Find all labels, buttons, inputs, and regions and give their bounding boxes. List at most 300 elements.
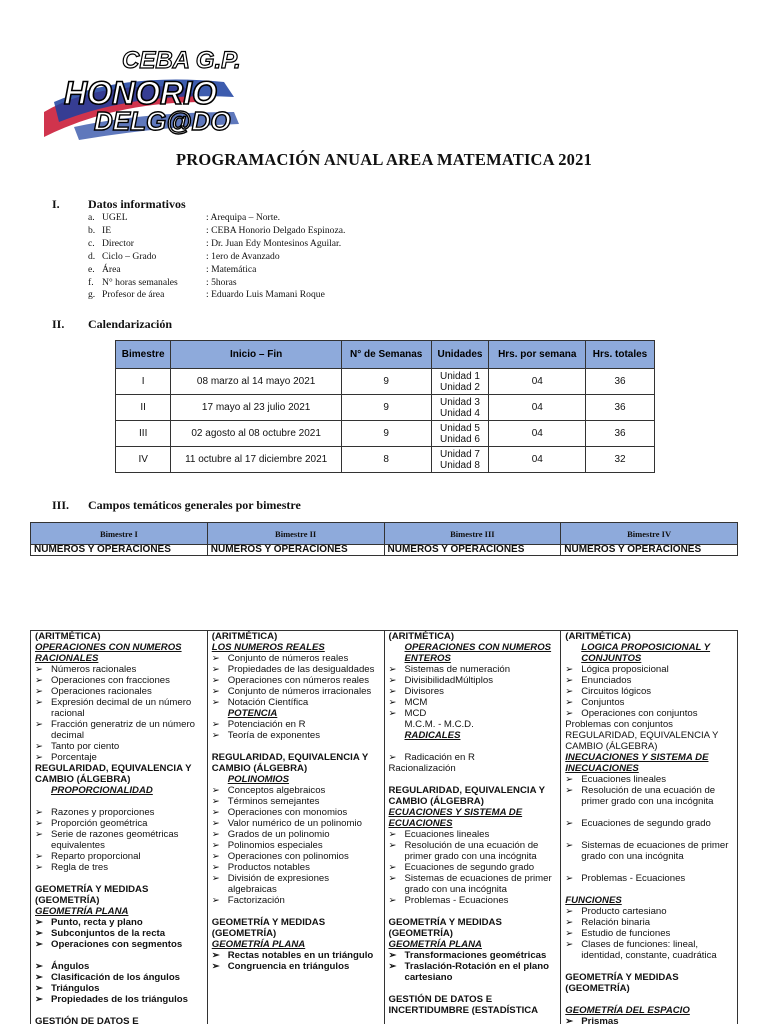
bimestre-column-1 [31,631,208,1024]
list-item-text: MCD [404,708,427,719]
list-item [389,829,557,840]
list-item-text: Clasificación de los ángulos [51,972,181,983]
bullet-arrow-icon: ➢ [35,675,44,686]
bullet-arrow-icon: ➢ [211,664,220,675]
units-cell [431,395,489,421]
list-item-text: Sistemas de numeración [404,664,511,675]
bullet-arrow-icon: ➢ [565,697,574,708]
content-columns [30,630,738,1024]
list-item-text: Valor numérico de un polinomio [227,818,362,829]
bullet-arrow-icon: ➢ [388,950,397,961]
text-line: Racionalización [388,763,456,774]
list-item [389,664,557,675]
list-item-text: División de expresiones algebraicas [227,873,330,895]
list-item-text: Problemas - Ecuaciones [581,873,686,884]
logo-word2: DELG@DO [94,106,231,136]
bullet-arrow-icon: ➢ [211,697,220,708]
list-item [389,686,557,697]
list-item-text: Proporción geométrica [51,818,148,829]
list-item [35,664,203,675]
list-item-text: MCM [404,697,428,708]
ceba-logo [34,42,264,142]
bullet-arrow-icon: ➢ [565,906,574,917]
topic-heading: GEOMETRÍA Y MEDIDAS (GEOMETRÍA) [35,884,149,906]
list-item [212,840,380,851]
list-item [35,917,203,928]
bullet-arrow-icon: ➢ [211,796,220,807]
info-letter: e. [88,263,95,275]
list-item [212,851,380,862]
subtopic-heading: OPERACIONES CON NUMEROS RACIONALES [35,642,182,664]
list-item-text: Congruencia en triángulos [227,961,350,972]
list-item [389,675,557,686]
list-item [35,994,203,1005]
bullet-arrow-icon: ➢ [388,697,397,708]
list-item-text: DivisibilidadMúltiplos [404,675,494,686]
topic-heading: GESTIÓN DE DATOS E INCERTIDUMBRE (ESTADÍSTICA [388,994,539,1016]
info-letter: f. [88,276,94,288]
info-row [88,212,345,225]
list-item-text: Conjunto de números reales [227,653,349,664]
list-item-text: Sistemas de ecuaciones de primer grado con una incógnita [581,840,729,862]
list-item-text: Ángulos [51,961,90,972]
page-title: PROGRAMACIÓN ANUAL AREA MATEMATICA 2021 [175,150,593,169]
bullet-arrow-icon: ➢ [388,829,397,840]
bullet-arrow-icon: ➢ [565,708,574,719]
list-item-text: Ecuaciones de segundo grado [404,862,535,873]
list-item [389,873,557,895]
list-item [212,950,380,961]
list-item-text: Subconjuntos de la recta [51,928,166,939]
campos-header-cell: Bimestre I [31,523,208,545]
subtopic-heading: GEOMETRÍA PLANA [35,906,129,917]
list-item-text: Expresión decimal de un número racional [51,697,192,719]
info-row [88,225,345,238]
list-item [35,851,203,862]
bullet-arrow-icon: ➢ [565,1016,574,1024]
info-letter: a. [88,212,95,223]
bullet-arrow-icon: ➢ [388,752,397,763]
list-item-text: Potenciación en R [227,719,306,730]
list-item-text: Factorización [227,895,285,906]
list-item-text: Porcentaje [51,752,97,763]
campos-table [30,522,738,556]
topic-heading: (ARITMÉTICA) [388,631,455,642]
list-item-text: Punto, recta y plano [51,917,143,928]
info-value: : Matemática [206,263,257,275]
bullet-arrow-icon: ➢ [211,895,220,906]
info-row [88,238,345,251]
list-item-text: Problemas - Ecuaciones [404,895,509,906]
list-item [212,818,380,829]
list-item-text: Polinomios especiales [227,840,323,851]
list-item-text: Términos semejantes [227,796,320,807]
list-item-text: Operaciones con números reales [227,675,370,686]
list-item-text: Transformaciones geométricas [404,950,547,961]
list-item-text: Operaciones con polinomios [227,851,349,862]
list-item-text: Ecuaciones lineales [404,829,490,840]
topic-heading: GESTIÓN DE DATOS E [35,1016,139,1024]
campos-cell: NUMEROS Y OPERACIONES [561,545,738,556]
list-item [565,917,733,928]
topic-heading: (ARITMÉTICA) [211,631,278,642]
info-row [88,289,345,302]
list-item [35,741,203,752]
list-item [212,796,380,807]
list-item [389,708,557,719]
unit-label: Unidad 4 [439,407,480,419]
bullet-arrow-icon: ➢ [211,873,220,884]
bullet-arrow-icon: ➢ [35,961,44,972]
subtopic-heading: LOS NUMEROS REALES [211,642,325,653]
section-3-number: III. [52,498,70,512]
bimestre-column-2 [208,631,385,1024]
subtopic-heading: OPERACIONES CON NUMEROS ENTEROS [404,642,552,664]
info-label: UGEL [102,212,128,223]
list-item [35,862,203,873]
hours-per-week-cell: 04 [489,447,586,473]
bullet-arrow-icon: ➢ [35,741,44,752]
list-item-text: Triángulos [51,983,100,994]
bullet-arrow-icon: ➢ [211,653,220,664]
list-item [35,983,203,994]
list-item-text: Operaciones con segmentos [51,939,183,950]
list-item [35,675,203,686]
bullet-arrow-icon: ➢ [388,686,397,697]
calendar-header-cell: Unidades [431,341,489,369]
table-row [116,421,655,447]
topic-heading: GEOMETRÍA Y MEDIDAS (GEOMETRÍA) [565,972,679,994]
list-item [565,906,733,917]
list-item-text: Serie de razones geométricas equivalentes [51,829,179,851]
campos-header-row [31,523,738,545]
bullet-arrow-icon: ➢ [211,719,220,730]
text-line: Problemas con conjuntos [565,719,673,730]
info-label: IE [102,224,112,236]
bullet-arrow-icon: ➢ [35,939,44,950]
section-3-label: Campos temáticos generales por bimestre [88,498,301,512]
topic-heading: REGULARIDAD, EQUIVALENCIA Y CAMBIO (ÁLGEBRA) [211,752,369,774]
bullet-arrow-icon: ➢ [388,895,397,906]
topic-heading: GEOMETRÍA Y MEDIDAS (GEOMETRÍA) [388,917,502,939]
bullet-arrow-icon: ➢ [565,675,574,686]
bimestre-cell: II [116,395,171,421]
list-item [389,697,557,708]
bullet-arrow-icon: ➢ [211,862,220,873]
bimestre-column-4 [561,631,737,1024]
list-item-text: Rectas notables en un triángulo [227,950,374,961]
list-item-text: Producto cartesiano [581,906,667,917]
table-row [116,369,655,395]
list-item-text: Lógica proposicional [581,664,669,675]
list-item-text: Resolución de una ecuación de primer grado con una incógnita [581,785,716,807]
info-letter: c. [88,237,95,249]
list-item-text: Resolución de una ecuación de primer grado con una incógnita [404,840,539,862]
section-2-label: Calendarización [88,317,172,331]
section-1-heading [52,197,186,212]
bullet-arrow-icon: ➢ [565,664,574,675]
list-item-text: Conceptos algebraicos [227,785,326,796]
table-row [116,447,655,473]
list-item [35,829,203,851]
bullet-arrow-icon: ➢ [35,752,44,763]
info-value: : Eduardo Luis Mamani Roque [206,289,325,301]
list-item [212,697,380,708]
list-item [212,719,380,730]
text-line: REGULARIDAD, EQUIVALENCIA Y CAMBIO (ÁLGEBRA) [565,730,719,752]
info-letter: d. [88,250,96,262]
topic-heading: (ARITMÉTICA) [565,631,631,642]
bullet-arrow-icon: ➢ [35,686,44,697]
campos-cell: NUMEROS Y OPERACIONES [207,545,384,556]
bullet-arrow-icon: ➢ [35,862,44,873]
list-item-text: Reparto proporcional [51,851,141,862]
campos-header-cell: Bimestre IV [561,523,738,545]
bullet-arrow-icon: ➢ [565,873,574,884]
campos-cell: NUMEROS Y OPERACIONES [384,545,561,556]
subtopic-heading: RADICALES [404,730,461,741]
info-list [88,212,345,302]
list-item [35,928,203,939]
units-cell [431,369,489,395]
list-item [565,675,733,686]
list-item-text: Prismas [581,1016,619,1024]
list-item [565,686,733,697]
list-item [565,840,733,862]
bullet-arrow-icon: ➢ [565,939,574,950]
hours-per-week-cell: 04 [489,421,586,447]
info-label: Profesor de área [102,289,165,301]
table-row [116,395,655,421]
bullet-arrow-icon: ➢ [388,675,397,686]
bullet-arrow-icon: ➢ [35,818,44,829]
list-item [212,807,380,818]
subtopic-heading: FUNCIONES [565,895,622,906]
list-item [389,961,557,983]
list-item [565,785,733,807]
dates-cell: 08 marzo al 14 mayo 2021 [171,369,341,395]
list-item-text: Relación binaria [581,917,651,928]
bullet-arrow-icon: ➢ [211,686,220,697]
bullet-arrow-icon: ➢ [35,829,44,840]
bullet-arrow-icon: ➢ [565,785,574,796]
list-item-text: Ecuaciones de segundo grado [581,818,711,829]
subtopic-heading: INECUACIONES Y SISTEMA DE INECUACIONES [565,752,709,774]
list-item [212,829,380,840]
list-item [35,939,203,950]
bullet-arrow-icon: ➢ [211,730,220,741]
list-item-text: Razones y proporciones [51,807,155,818]
bullet-arrow-icon: ➢ [388,708,397,719]
bullet-arrow-icon: ➢ [388,873,397,884]
info-label: Área [102,263,121,275]
bullet-arrow-icon: ➢ [35,664,44,675]
list-item [212,653,380,664]
list-item [565,697,733,708]
section-1-label: Datos informativos [88,197,186,211]
bullet-arrow-icon: ➢ [388,664,397,675]
topic-heading: (ARITMÉTICA) [35,631,101,642]
bullet-arrow-icon: ➢ [565,818,574,829]
section-1-number: I. [52,197,60,211]
bullet-arrow-icon: ➢ [35,917,44,928]
unit-label: Unidad 5 [439,422,480,434]
units-cell [431,421,489,447]
bullet-arrow-icon: ➢ [35,697,44,708]
subtopic-heading: GEOMETRÍA DEL ESPACIO [565,1005,690,1016]
bullet-arrow-icon: ➢ [388,862,397,873]
list-item-text: Clases de funciones: lineal, identidad, constante, cuadrática [581,939,717,961]
list-item-text: Operaciones con conjuntos [581,708,698,719]
bimestre-column-3 [385,631,562,1024]
list-item-text: Productos notables [227,862,310,873]
list-item-text: Operaciones con fracciones [51,675,170,686]
list-item [35,752,203,763]
list-item [35,972,203,983]
bullet-arrow-icon: ➢ [565,686,574,697]
unit-label: Unidad 8 [439,459,480,471]
campos-header-cell: Bimestre II [207,523,384,545]
topic-heading: REGULARIDAD, EQUIVALENCIA Y CAMBIO (ÁLGEBRA) [388,785,545,807]
list-item-text: Teoría de exponentes [227,730,321,741]
bullet-arrow-icon: ➢ [35,851,44,862]
calendar-header-cell: Bimestre [116,341,171,369]
section-2-number: II. [52,317,65,331]
subtopic-heading: POLINOMIOS [227,774,290,785]
subtopic-heading: LOGICA PROPOSICIONAL Y CONJUNTOS [581,642,711,664]
logo-top-text: CEBA G.P. [122,47,241,74]
logo-word1: HONORIO [64,75,217,111]
topic-heading: GEOMETRÍA Y MEDIDAS (GEOMETRÍA) [211,917,326,939]
unit-label: Unidad 7 [439,448,480,460]
list-item [389,950,557,961]
info-label: N° horas semanales [102,276,178,288]
list-item-text: Tanto por ciento [51,741,120,752]
bullet-arrow-icon: ➢ [565,928,574,939]
bullet-arrow-icon: ➢ [388,961,397,972]
list-item [389,840,557,862]
campos-header-cell: Bimestre III [384,523,561,545]
info-row [88,251,345,264]
list-item [212,730,380,741]
bullet-arrow-icon: ➢ [211,851,220,862]
calendar-header-cell: Hrs. por semana [489,341,586,369]
list-item-text: Fracción generatriz de un número decimal [51,719,195,741]
list-item [565,774,733,785]
list-item [35,807,203,818]
bullet-arrow-icon: ➢ [35,807,44,818]
list-item [389,895,557,906]
list-item-text: Propiedades de las desigualdades [227,664,375,675]
list-item-text: Estudio de funciones [581,928,671,939]
bullet-arrow-icon: ➢ [565,917,574,928]
list-item [212,873,380,895]
info-label: Director [102,237,134,249]
info-value: : Dr. Juan Edy Montesinos Aguilar. [206,237,342,249]
bullet-arrow-icon: ➢ [211,829,220,840]
info-row [88,264,345,277]
weeks-cell: 9 [341,395,431,421]
info-label: Ciclo – Grado [102,250,157,262]
info-value: : CEBA Honorio Delgado Espinoza. [206,224,346,236]
bullet-arrow-icon: ➢ [565,840,574,851]
calendar-header-cell: Hrs. totales [586,341,655,369]
list-item-text: Ecuaciones lineales [581,774,667,785]
list-item-text: Propiedades de los triángulos [51,994,189,1005]
bullet-arrow-icon: ➢ [35,994,44,1005]
dates-cell: 17 mayo al 23 julio 2021 [171,395,341,421]
topic-heading: REGULARIDAD, EQUIVALENCIA Y CAMBIO (ÁLGEBRA) [35,763,192,785]
subtopic-heading: ECUACIONES Y SISTEMA DE ECUACIONES [388,807,523,829]
dates-cell: 02 agosto al 08 octubre 2021 [171,421,341,447]
list-item-text: Enunciados [581,675,632,686]
weeks-cell: 8 [341,447,431,473]
list-item-text: Números racionales [51,664,137,675]
list-item [212,686,380,697]
bullet-arrow-icon: ➢ [35,719,44,730]
list-item-text: Notación Científica [227,697,309,708]
bullet-arrow-icon: ➢ [388,840,397,851]
list-item-text: Operaciones racionales [51,686,152,697]
campos-cell: NUMEROS Y OPERACIONES [31,545,208,556]
list-item [35,719,203,741]
total-hours-cell: 36 [586,369,655,395]
total-hours-cell: 36 [586,395,655,421]
list-item [35,818,203,829]
subtopic-heading: POTENCIA [227,708,278,719]
info-letter: g. [88,289,96,301]
info-value: : 1ero de Avanzado [206,250,280,262]
weeks-cell: 9 [341,369,431,395]
list-item [389,752,557,763]
list-item-text: Sistemas de ecuaciones de primer grado con una incógnita [404,873,552,895]
bullet-arrow-icon: ➢ [211,818,220,829]
list-item [565,928,733,939]
subtopic-heading: GEOMETRÍA PLANA [211,939,306,950]
bullet-arrow-icon: ➢ [35,983,44,994]
list-item-text: Circuitos lógicos [581,686,652,697]
list-item [565,939,733,961]
list-item-text: Divisores [404,686,444,697]
unit-label: Unidad 3 [439,396,480,408]
hours-per-week-cell: 04 [489,369,586,395]
list-item-text: M.C.M. - M.C.D. [404,719,474,730]
list-item-text: Regla de tres [51,862,109,873]
list-item [212,664,380,675]
list-item [565,818,733,829]
list-item-text: Traslación-Rotación en el plano cartesiano [404,961,549,983]
total-hours-cell: 32 [586,447,655,473]
list-item [35,697,203,719]
bullet-arrow-icon: ➢ [35,972,44,983]
list-item [565,708,733,719]
unit-label: Unidad 2 [439,381,480,393]
calendar-table [115,340,655,473]
list-item [212,785,380,796]
weeks-cell: 9 [341,421,431,447]
list-item [212,862,380,873]
units-cell [431,447,489,473]
bullet-arrow-icon: ➢ [565,774,574,785]
list-item-text: Conjuntos [581,697,625,708]
list-item [35,961,203,972]
dates-cell: 11 octubre al 17 diciembre 2021 [171,447,341,473]
bullet-arrow-icon: ➢ [35,928,44,939]
section-3-heading [52,498,301,513]
list-item [212,675,380,686]
list-item-text: Conjunto de números irracionales [227,686,372,697]
bullet-arrow-icon: ➢ [211,785,220,796]
